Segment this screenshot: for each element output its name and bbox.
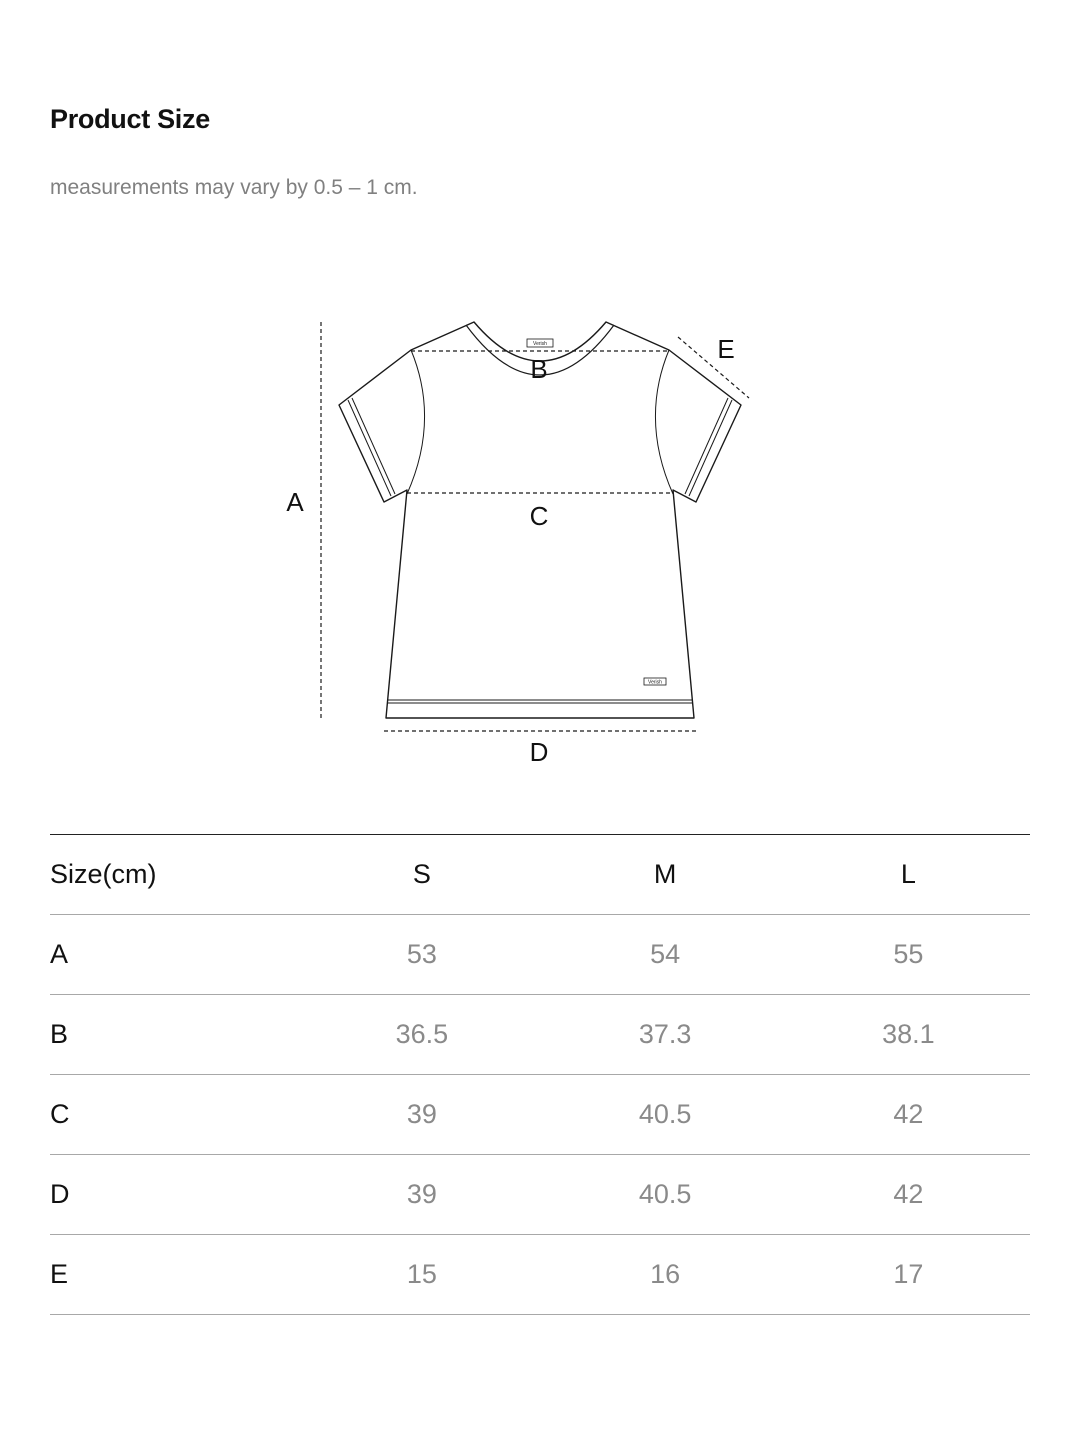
value-l: 42 xyxy=(787,1155,1030,1235)
label-c: C xyxy=(529,501,549,531)
value-m: 16 xyxy=(543,1235,786,1315)
value-s: 39 xyxy=(300,1155,543,1235)
label-e: E xyxy=(717,334,735,364)
label-a: A xyxy=(286,487,304,517)
value-m: 37.3 xyxy=(543,995,786,1075)
value-s: 39 xyxy=(300,1075,543,1155)
row-label: B xyxy=(50,995,300,1075)
size-table xyxy=(50,834,1030,1315)
table-row xyxy=(50,915,1030,995)
header-size-l: L xyxy=(787,835,1030,915)
table-row xyxy=(50,995,1030,1075)
row-label: E xyxy=(50,1235,300,1315)
page-title: Product Size xyxy=(50,104,210,134)
table-row xyxy=(50,1235,1030,1315)
header-size-label: Size(cm) xyxy=(50,835,300,915)
value-s: 36.5 xyxy=(300,995,543,1075)
value-m: 40.5 xyxy=(543,1155,786,1235)
label-b: B xyxy=(530,354,548,384)
table-row xyxy=(50,1155,1030,1235)
row-label: A xyxy=(50,915,300,995)
header-size-s: S xyxy=(300,835,543,915)
value-s: 15 xyxy=(300,1235,543,1315)
measurement-note: measurements may vary by 0.5 – 1 cm. xyxy=(50,176,418,199)
value-m: 54 xyxy=(543,915,786,995)
label-d: D xyxy=(529,737,549,767)
neck-tag-text: Verish xyxy=(533,341,547,347)
value-l: 38.1 xyxy=(787,995,1030,1075)
row-label: D xyxy=(50,1155,300,1235)
value-l: 17 xyxy=(787,1235,1030,1315)
header-size-m: M xyxy=(543,835,786,915)
value-m: 40.5 xyxy=(543,1075,786,1155)
value-l: 55 xyxy=(787,915,1030,995)
table-header-row xyxy=(50,835,1030,915)
hem-tag-text: Verish xyxy=(648,679,662,686)
value-l: 42 xyxy=(787,1075,1030,1155)
value-s: 53 xyxy=(300,915,543,995)
table-row xyxy=(50,1075,1030,1155)
row-label: C xyxy=(50,1075,300,1155)
